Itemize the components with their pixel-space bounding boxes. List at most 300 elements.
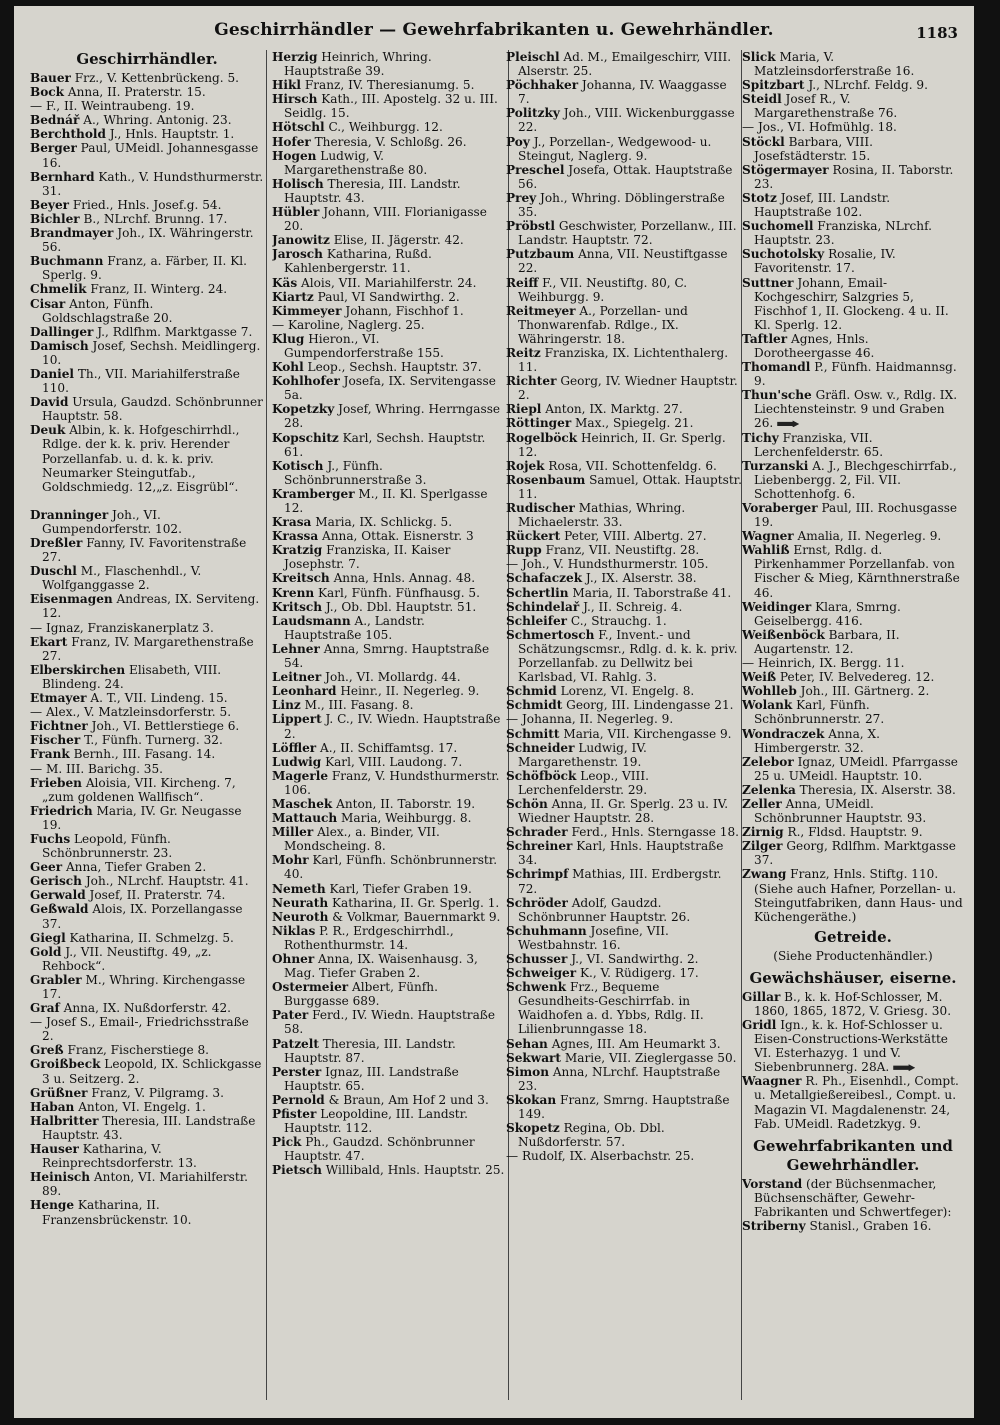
directory-entry: Bichler B., NLrchf. Brunng. 17.: [30, 211, 228, 226]
entry-name: Schön: [506, 796, 548, 811]
directory-entry: Kramberger M., II. Kl. Sperlgasse 12.: [272, 486, 488, 515]
entry-name: Schöfböck: [506, 768, 577, 783]
entry-name: Bock: [30, 85, 65, 100]
entry-name: Suchomell: [742, 219, 814, 234]
entry-name: Kotisch: [272, 458, 324, 473]
entry-name: Grüßner: [30, 1085, 88, 1100]
entry-name: Perster: [272, 1064, 322, 1079]
entry-name: Stotz: [742, 190, 777, 205]
entry-name: Ludwig: [272, 754, 322, 769]
entry-name: Schuhmann: [506, 923, 587, 938]
directory-entry: Linz M., III. Fasang. 8.: [272, 698, 414, 713]
directory-entry: Wagner Amalia, II. Negerleg. 9.: [742, 529, 942, 544]
directory-entry: Wohlleb Joh., III. Gärtnerg. 2.: [742, 684, 930, 699]
entry-name: Bednář: [30, 113, 80, 128]
directory-entry: Kreitsch Anna, Hnls. Annag. 48.: [272, 571, 476, 586]
entry-name: Schreiner: [506, 839, 573, 854]
directory-entry: Schreiner Karl, Hnls. Hauptstraße 34.: [506, 839, 724, 868]
entry-name: Holisch: [272, 176, 324, 191]
entry-name: Leonhard: [272, 684, 337, 699]
entry-list: [742, 431, 964, 924]
entry-list: [30, 71, 264, 1227]
directory-entry: Rudischer Mathias, Whring. Michaelerstr. 33.: [506, 501, 686, 530]
entry-name: Brandmayer: [30, 226, 114, 241]
directory-entry: Krassa Anna, Ottak. Eisnerstr. 3: [272, 529, 474, 544]
directory-entry: Weidinger Klara, Smrng. Geiselbergg. 416.: [742, 599, 901, 628]
directory-entry: Steidl Josef R., V. Margarethenstraße 76.: [742, 92, 898, 121]
entry-name: Schrader: [506, 825, 568, 840]
directory-entry: Schmid Lorenz, VI. Engelg. 8.: [506, 684, 695, 699]
entry-name: Schneider: [506, 740, 575, 755]
entry-name: Chmelik: [30, 282, 87, 297]
entry-name: Gerisch: [30, 874, 82, 889]
directory-entry: Hötschl C., Weihburgg. 12.: [272, 120, 443, 135]
directory-entry: Kritsch J., Ob. Dbl. Hauptstr. 51.: [272, 599, 477, 614]
entry-name: Damisch: [30, 338, 89, 353]
directory-entry: Löffler A., II. Schiffamtsg. 17.: [272, 740, 458, 755]
entry-name: Eisenmagen: [30, 592, 113, 607]
entry-name: Voraberger: [742, 501, 818, 515]
entry-list: [742, 1177, 964, 1233]
entry-name: Geer: [30, 860, 63, 875]
entry-name: Etmayer: [30, 691, 87, 706]
entry-name: Schertlin: [506, 585, 569, 600]
entry-name: Herzig: [272, 50, 318, 64]
directory-entry: Stotz Josef, III. Landstr. Hauptstraße 102.: [742, 190, 891, 220]
entry-name: Kopschitz: [272, 430, 339, 445]
directory-entry: Hübler Johann, VIII. Florianigasse 20.: [272, 205, 487, 234]
entry-name: Giegl: [30, 930, 66, 945]
entry-name: Neurath: [272, 895, 329, 910]
entry-name: Frank: [30, 747, 70, 762]
entry-name: Friedrich: [30, 803, 93, 818]
directory-entry: Miller Alex., a. Binder, VII. Mondscheing. 8.: [272, 825, 440, 854]
entry-name: Zirnig: [742, 825, 784, 840]
entry-list: [742, 50, 964, 431]
directory-entry: Putzbaum Anna, VII. Neustiftgasse 22.: [506, 247, 728, 276]
entry-name: Richter: [506, 374, 557, 389]
directory-entry: Hikl Franz, IV. Theresianumg. 5.: [272, 78, 475, 93]
page-number: 1183: [916, 24, 958, 42]
directory-entry: Friedrich Maria, IV. Gr. Neugasse 19.: [30, 803, 242, 832]
directory-entry: Skopetz Regina, Ob. Dbl. Nußdorferstr. 57.: [506, 1121, 665, 1150]
entry-name: Wagner: [742, 529, 794, 544]
pointing-hand-icon: [893, 1064, 915, 1071]
entry-name: Skokan: [506, 1092, 557, 1107]
directory-entry: Perster Ignaz, III. Landstraße Hauptstr. 65.: [272, 1064, 459, 1093]
entry-name: Waagner: [742, 1074, 802, 1089]
directory-entry: Zelenka Theresia, IX. Alserstr. 38.: [742, 782, 956, 797]
entry-name: Cisar: [30, 296, 66, 311]
directory-entry: Skokan Franz, Smrng. Hauptstraße 149.: [506, 1092, 730, 1122]
directory-entry: Holisch Theresia, III. Landstr. Hauptstr. 43.: [272, 176, 461, 205]
entry-name: Greß: [30, 1043, 64, 1058]
directory-entry: Gillar B., k. k. Hof-Schlosser, M. 1860, 1865, 1872, V. Griesg. 30.: [742, 989, 952, 1018]
entry-name: Schmidt: [506, 698, 563, 713]
directory-entry: Rückert Peter, VIII. Albertg. 27.: [506, 529, 707, 544]
entry-name: Klug: [272, 331, 305, 346]
entry-name: Zilger: [742, 839, 783, 854]
entry-name: Neuroth: [272, 909, 329, 924]
entry-name: Kratzig: [272, 543, 323, 558]
entry-name: Ohner: [272, 952, 315, 966]
directory-entry: Lippert J. C., IV. Wiedn. Hauptstraße 2.: [272, 712, 501, 741]
directory-entry: Röttinger Max., Spiegelg. 21.: [506, 416, 694, 431]
directory-entry: Sehan Agnes, III. Am Heumarkt 3.: [506, 1036, 721, 1051]
section-heading-getreide: Getreide.: [814, 927, 892, 946]
entry-name: Magerle: [272, 768, 329, 783]
entry-name: Kopetzky: [272, 402, 335, 417]
entry-name: Zeller: [742, 796, 782, 811]
directory-entry: Herzig Heinrich, Whring. Hauptstraße 39.: [272, 50, 432, 79]
directory-entry: Hirsch Kath., III. Apostelg. 32 u. III. Seidlg. 15.: [272, 92, 498, 121]
page-header: [14, 16, 974, 50]
directory-entry: Turzanski A. J., Blechgeschirrfab., Liebenbergg. 2, Fil. VII. Schottenhofg. 6.: [742, 458, 957, 501]
entry-name: Schrimpf: [506, 867, 569, 882]
pointing-hand-icon: [777, 420, 799, 427]
directory-entry: Striberny Stanisl., Graben 16.: [742, 1219, 932, 1234]
entry-name: Groißbeck: [30, 1057, 101, 1072]
directory-entry: Suchomell Franziska, NLrchf. Hauptstr. 23.: [742, 219, 932, 248]
entry-name: Gridl: [742, 1018, 777, 1032]
directory-entry: Laudsmann A., Landstr. Hauptstraße 105.: [272, 613, 425, 642]
directory-entry: — F., II. Weintraubeng. 19.: [30, 99, 195, 114]
directory-entry: Schusser J., VI. Sandwirthg. 2.: [506, 952, 699, 966]
entry-name: Slick: [742, 50, 776, 64]
directory-entry: Berchthold J., Hnls. Hauptstr. 1.: [30, 127, 235, 142]
directory-entry: — Jos., VI. Hofmühlg. 18.: [742, 120, 897, 135]
entry-name: Hübler: [272, 205, 320, 220]
directory-entry: Leitner Joh., VI. Mollardg. 44.: [272, 670, 461, 685]
directory-entry: Pietsch Willibald, Hnls. Hauptstr. 25.: [272, 1163, 505, 1178]
directory-entry: Weiß Peter, IV. Belvedereg. 12.: [742, 670, 935, 685]
directory-entry: Bauer Frz., V. Kettenbrückeng. 5.: [30, 71, 240, 85]
directory-entry: Zirnig R., Fldsd. Hauptstr. 9.: [742, 825, 923, 840]
directory-entry: Grabler M., Whring. Kirchengasse 17.: [30, 972, 246, 1001]
directory-entry: Preschel Josefa, Ottak. Hauptstraße 56.: [506, 162, 733, 191]
directory-entry: Reiff F., VII. Neustiftg. 80, C. Weihburgg. 9.: [506, 275, 688, 304]
directory-entry: Fuchs Leopold, Fünfh. Schönbrunnerstr. 23.: [30, 831, 173, 861]
directory-entry: Schmitt Maria, VII. Kirchengasse 9.: [506, 726, 732, 741]
entry-name: Prey: [506, 190, 537, 205]
section-heading-gewehrfabrikanten: Gewehrfabrikanten und Gewehrhändler.: [753, 1136, 953, 1174]
directory-entry: Zeller Anna, UMeidl. Schönbrunner Hauptstr. 93.: [742, 796, 927, 826]
directory-entry: — Alex., V. Matzleinsdorferstr. 5.: [30, 705, 232, 720]
directory-entry: Heinisch Anton, VI. Mariahilferstr. 89.: [30, 1170, 249, 1199]
directory-entry: Beyer Fried., Hnls. Josef.g. 54.: [30, 197, 222, 212]
directory-entry: Eisenmagen Andreas, IX. Serviteng. 12.: [30, 592, 260, 621]
directory-entry: Schmertosch F., Invent.- und Schätzungscmsr., Rdlg. d. k. k. priv. Porzellanfab. zu Dellwitz bei Karlsbad, VI. Rahlg. 3.: [506, 627, 738, 685]
directory-entry: Kohl Leop., Sechsh. Hauptstr. 37.: [272, 360, 482, 375]
entry-name: Pater: [272, 1008, 309, 1023]
directory-entry: Fischer T., Fünfh. Turnerg. 32.: [30, 733, 223, 748]
entry-name: Schusser: [506, 952, 568, 966]
entry-name: Suttner: [742, 275, 794, 290]
directory-entry: Ostermeier Albert, Fünfh. Burggasse 689.: [272, 980, 438, 1009]
entry-name: Gold: [30, 944, 62, 959]
directory-entry: Groißbeck Leopold, IX. Schlickgasse 3 u. Seitzerg. 2.: [30, 1057, 262, 1086]
directory-entry: Gold J., VII. Neustiftg. 49, „z. Rehbock“.: [30, 944, 212, 973]
entry-name: Deuk: [30, 423, 66, 438]
entry-name: Hötschl: [272, 120, 325, 135]
directory-entry: Kratzig Franziska, II. Kaiser Josephstr. 7.: [272, 543, 451, 572]
directory-entry: Pick Ph., Gaudzd. Schönbrunner Hauptstr. 47.: [272, 1135, 475, 1164]
entry-list: [742, 1074, 964, 1130]
directory-entry: Dranninger Joh., VI. Gumpendorferstr. 102.: [30, 507, 182, 536]
directory-entry: Gridl Ign., k. k. Hof-Schlosser u. Eisen-Constructions-Werkstätte VI. Esterhazyg. 1 und V. Siebenbrunnerg. 28A.: [742, 1018, 948, 1075]
entry-name: Frieben: [30, 775, 82, 790]
entry-name: Reiff: [506, 275, 539, 290]
entry-name: Spitzbart: [742, 78, 805, 93]
entry-name: Putzbaum: [506, 247, 575, 262]
directory-entry: Voraberger Paul, III. Rochusgasse 19.: [742, 501, 958, 530]
entry-name: Bichler: [30, 211, 80, 226]
directory-entry: Schwenk Frz., Bequeme Gesundheits-Geschirrfab. in Waidhofen a. d. Ybbs, Rdlg. II. Lilienbrunngasse 18.: [506, 980, 704, 1037]
entry-list: [742, 990, 964, 1075]
directory-entry: Pröbstl Geschwister, Porzellanw., III. Landstr. Hauptstr. 72.: [506, 219, 737, 248]
entry-name: Rosenbaum: [506, 472, 586, 487]
directory-entry: — Karoline, Naglerg. 25.: [272, 317, 425, 332]
running-head: Geschirrhändler — Gewehrfabrikanten u. Gewehrhändler.: [214, 20, 774, 40]
entry-name: Janowitz: [272, 233, 330, 248]
directory-entry: Elberskirchen Elisabeth, VIII. Blindeng. 24.: [30, 662, 222, 691]
section-heading-gewaechshaeuser: Gewächshäuser, eiserne.: [749, 968, 957, 987]
entry-name: Rückert: [506, 529, 561, 544]
entry-name: Nemeth: [272, 881, 326, 896]
directory-entry: Rupp Franz, VII. Neustiftg. 28.: [506, 543, 700, 558]
directory-entry: Neuroth & Volkmar, Bauernmarkt 9.: [272, 909, 501, 924]
entry-name: Krasa: [272, 515, 312, 530]
directory-entry: Pernold & Braun, Am Hof 2 und 3.: [272, 1092, 489, 1107]
entry-name: Schwenk: [506, 980, 567, 995]
entry-name: Hauser: [30, 1142, 79, 1157]
directory-entry: Mohr Karl, Fünfh. Schönbrunnerstr. 40.: [272, 853, 498, 882]
directory-entry: Frank Bernh., III. Fasang. 14.: [30, 747, 216, 762]
entry-name: Krassa: [272, 529, 319, 544]
directory-entry: Schweiger K., V. Rüdigerg. 17.: [506, 966, 699, 981]
directory-entry: Fichtner Joh., VI. Bettlerstiege 6.: [30, 719, 240, 734]
directory-entry: Waagner R. Ph., Eisenhdl., Compt. u. Metallgießereibesl., Compt. u. Magazin VI. Magdalenenstr. 24, Fab. UMeidl. Radetzkyg. 9.: [742, 1074, 959, 1131]
entry-name: Hogen: [272, 148, 317, 163]
entry-name: Zelebor: [742, 754, 794, 769]
entry-name: Tichy: [742, 430, 779, 445]
entry-name: Krenn: [272, 585, 315, 600]
directory-entry: Pfister Leopoldine, III. Landstr. Hauptstr. 112.: [272, 1107, 468, 1136]
entry-gap: [30, 494, 264, 508]
entry-name: Berchthold: [30, 127, 106, 142]
directory-entry: Ohner Anna, IX. Waisenhausg. 3, Mag. Tiefer Graben 2.: [272, 952, 478, 981]
entry-name: Buchmann: [30, 254, 104, 269]
directory-entry: Suttner Johann, Email-Kochgeschirr, Salzgries 5, Fischhof 1, II. Glockeng. 4 u. II. Kl. Sperlg. 12.: [742, 275, 949, 332]
directory-entry: Wahliß Ernst, Rdlg. d. Pirkenhammer Porzellanfab. von Fischer & Mieg, Kärnthnerstraße 46.: [742, 543, 960, 600]
entry-name: Weiß: [742, 670, 777, 685]
directory-entry: Schön Anna, II. Gr. Sperlg. 23 u. IV. Wiedner Hauptstr. 28.: [506, 796, 729, 826]
directory-entry: Tichy Franziska, VII. Lerchenfelderstr. 65.: [742, 430, 884, 459]
directory-entry: Reitz Franziska, IX. Lichtenthalerg. 11.: [506, 345, 729, 375]
entry-name: Gerwald: [30, 888, 86, 903]
directory-entry: Geer Anna, Tiefer Graben 2.: [30, 860, 207, 875]
entry-name: Kritsch: [272, 599, 323, 614]
directory-entry: Deuk Albin, k. k. Hofgeschirrhdl., Rdlge. der k. k. priv. Herender Porzellanfab. u. d. k. k. priv. Neumarker Steingutfab., Goldschmiedg. 12,„z. Eisgrübl“.: [30, 423, 240, 494]
directory-entry: Bock Anna, II. Praterstr. 15.: [30, 85, 206, 100]
entry-name: Lippert: [272, 712, 322, 727]
directory-entry: Halbritter Theresia, III. Landstraße Hauptstr. 43.: [30, 1113, 256, 1142]
directory-entry: Hogen Ludwig, V. Margarethenstraße 80.: [272, 148, 428, 177]
entry-name: Henge: [30, 1198, 75, 1213]
entry-name: Fichtner: [30, 719, 88, 734]
directory-entry: — Ignaz, Franziskanerplatz 3.: [30, 620, 214, 635]
directory-entry: Mattauch Maria, Weihburgg. 8.: [272, 811, 472, 826]
directory-entry: — Rudolf, IX. Alserbachstr. 25.: [506, 1149, 695, 1164]
directory-entry: Maschek Anton, II. Taborstr. 19.: [272, 796, 476, 811]
entry-name: Skopetz: [506, 1121, 560, 1136]
entry-name: Striberny: [742, 1219, 806, 1234]
entry-name: Leitner: [272, 670, 322, 685]
entry-name: Lehner: [272, 641, 320, 656]
directory-entry: Schuhmann Josefine, VII. Westbahnstr. 16.: [506, 923, 669, 952]
directory-entry: Kotisch J., Fünfh. Schönbrunnerstraße 3.: [272, 458, 427, 487]
entry-name: Schröder: [506, 895, 568, 910]
directory-entry: Sekwart Marie, VII. Zieglergasse 50.: [506, 1050, 737, 1065]
directory-entry: Niklas P. R., Erdgeschirrhdl., Rothenthurmstr. 14.: [272, 923, 454, 952]
entry-name: Steidl: [742, 92, 782, 107]
entry-name: Stögermayer: [742, 162, 829, 177]
entry-name: Wolank: [742, 698, 793, 713]
directory-entry: Giegl Katharina, II. Schmelzg. 5.: [30, 930, 234, 945]
directory-entry: Zelebor Ignaz, UMeidl. Pfarrgasse 25 u. UMeidl. Hauptstr. 10.: [742, 754, 958, 783]
directory-entry: Rosenbaum Samuel, Ottak. Hauptstr. 11.: [506, 472, 742, 501]
entry-name: Vorstand: [742, 1176, 803, 1191]
directory-entry: Spitzbart J., NLrchf. Feldg. 9.: [742, 78, 928, 93]
entry-name: Linz: [272, 698, 301, 713]
directory-entry: Geßwald Alois, IX. Porzellangasse 37.: [30, 902, 243, 931]
entry-name: Daniel: [30, 366, 74, 381]
directory-entry: Dallinger J., Rdlfhm. Marktgasse 7.: [30, 324, 253, 339]
entry-name: Fuchs: [30, 831, 71, 846]
entry-name: Poy: [506, 134, 530, 149]
entry-name: Mohr: [272, 853, 309, 868]
entry-name: Rudischer: [506, 501, 575, 515]
directory-entry: Rogelböck Heinrich, II. Gr. Sperlg. 12.: [506, 430, 726, 459]
entry-name: Schleifer: [506, 613, 568, 628]
entry-name: Bauer: [30, 71, 71, 85]
entry-name: Ekart: [30, 634, 68, 649]
entry-name: Zelenka: [742, 782, 796, 797]
entry-name: Pfister: [272, 1107, 317, 1122]
directory-entry: Schindelař J., II. Schreig. 4.: [506, 599, 683, 614]
entry-name: Reitmeyer: [506, 303, 576, 318]
directory-entry: Vorstand (der Büchsenmacher, Büchsenschäfter, Gewehr-Fabrikanten und Schwertfeger):: [742, 1176, 952, 1219]
directory-entry: Pöchhaker Johanna, IV. Waaggasse 7.: [506, 78, 727, 107]
entry-name: Kramberger: [272, 486, 355, 501]
entry-name: Sekwart: [506, 1050, 562, 1065]
entry-name: Heinisch: [30, 1170, 91, 1185]
directory-entry: Bednář A., Whring. Antonig. 23.: [30, 113, 232, 128]
entry-name: Kimmeyer: [272, 303, 342, 318]
entry-name: Miller: [272, 825, 314, 840]
directory-entry: Slick Maria, V. Matzleinsdorferstraße 16.: [742, 50, 915, 79]
entry-name: Patzelt: [272, 1036, 319, 1051]
entry-name: Wondraczek: [742, 726, 825, 741]
directory-entry: Cisar Anton, Fünfh. Goldschlagstraße 20.: [30, 296, 173, 325]
entry-name: Schindelař: [506, 599, 580, 614]
entry-name: Taftler: [742, 331, 788, 346]
directory-entry: Schmidt Georg, III. Lindengasse 21.: [506, 698, 734, 713]
directory-entry: Thomandl P., Fünfh. Haidmannsg. 9.: [742, 360, 957, 389]
entry-name: Politzky: [506, 106, 560, 121]
entry-name: Kiartz: [272, 289, 314, 304]
directory-entry: Buchmann Franz, a. Färber, II. Kl. Sperlg. 9.: [30, 254, 247, 283]
directory-entry: Hauser Katharina, V. Reinprechtsdorferstr. 13.: [30, 1142, 197, 1171]
entry-name: Hofer: [272, 134, 311, 149]
entry-name: Käs: [272, 275, 298, 290]
entry-name: Pick: [272, 1135, 302, 1150]
entry-name: Graf: [30, 1001, 60, 1016]
column-4: [742, 50, 964, 1410]
entry-name: Schmitt: [506, 726, 560, 741]
section-heading-geschirrhaendler: Geschirrhändler.: [76, 50, 218, 68]
directory-entry: Thun'sche Gräfl. Osw. v., Rdlg. IX. Liechtensteinstr. 9 und Graben 26.: [742, 388, 958, 431]
entry-name: Dreßler: [30, 536, 83, 550]
directory-entry: Neurath Katharina, II. Gr. Sperlg. 1.: [272, 895, 500, 910]
directory-entry: Graf Anna, IX. Nußdorferstr. 42.: [30, 1001, 231, 1016]
directory-entry: Riepl Anton, IX. Marktg. 27.: [506, 402, 683, 417]
directory-entry: Wondraczek Anna, X. Himbergerstr. 32.: [742, 726, 880, 755]
directory-entry: Duschl M., Flaschenhdl., V. Wolfganggasse 2.: [30, 564, 202, 593]
directory-entry: David Ursula, Gaudzd. Schönbrunner Hauptstr. 58.: [30, 395, 263, 424]
directory-entry: Zilger Georg, Rdlfhm. Marktgasse 37.: [742, 839, 956, 868]
directory-entry: Krenn Karl, Fünfh. Fünfhausg. 5.: [272, 585, 480, 600]
directory-entry: Schöfböck Leop., VIII. Lerchenfelderstr. 29.: [506, 768, 649, 797]
directory-entry: Chmelik Franz, II. Winterg. 24.: [30, 282, 228, 297]
directory-entry: Gerwald Josef, II. Praterstr. 74.: [30, 888, 226, 903]
directory-entry: Kiartz Paul, VI Sandwirthg. 2.: [272, 289, 460, 304]
directory-entry: Ekart Franz, IV. Margarethenstraße 27.: [30, 634, 254, 663]
directory-entry: Kopetzky Josef, Whring. Herrngasse 28.: [272, 402, 501, 431]
entry-name: Schweiger: [506, 966, 577, 981]
directory-entry: Richter Georg, IV. Wiedner Hauptstr. 2.: [506, 374, 738, 403]
entry-name: Geßwald: [30, 902, 89, 917]
directory-entry: — Heinrich, IX. Bergg. 11.: [742, 656, 905, 671]
entry-name: Rojek: [506, 458, 545, 473]
entry-name: Ostermeier: [272, 980, 349, 995]
entry-name: Dranninger: [30, 507, 109, 522]
column-2: [272, 50, 506, 1410]
directory-entry: Schleifer C., Strauchg. 1.: [506, 613, 667, 628]
directory-entry: Stögermayer Rosina, II. Taborstr. 23.: [742, 162, 954, 191]
directory-entry: Hofer Theresia, V. Schloßg. 26.: [272, 134, 467, 149]
directory-entry: Taftler Agnes, Hnls. Dorotheergasse 46.: [742, 331, 875, 360]
entry-name: Pröbstl: [506, 219, 555, 234]
entry-name: Weidinger: [742, 599, 812, 614]
entry-name: Bernhard: [30, 169, 95, 184]
entry-name: Simon: [506, 1064, 549, 1079]
directory-entry: — Josef S., Email-, Friedrichsstraße 2.: [30, 1015, 249, 1044]
directory-entry: Schertlin Maria, II. Taborstraße 41.: [506, 585, 732, 600]
entry-name: Stöckl: [742, 134, 785, 149]
directory-entry: Reitmeyer A., Porzellan- und Thonwarenfab. Rdlge., IX. Währingerstr. 18.: [506, 303, 688, 346]
directory-entry: Schrader Ferd., Hnls. Sterngasse 18.: [506, 825, 739, 840]
directory-entry: Haban Anton, VI. Engelg. 1.: [30, 1099, 206, 1114]
directory-entry: Damisch Josef, Sechsh. Meidlingerg. 10.: [30, 338, 261, 367]
directory-entry: Berger Paul, UMeidl. Johannesgasse 16.: [30, 141, 259, 170]
entry-name: Pietsch: [272, 1163, 322, 1178]
directory-entry: Henge Katharina, II. Franzensbrückenstr. 10.: [30, 1198, 192, 1227]
directory-entry: Wolank Karl, Fünfh. Schönbrunnerstr. 27.: [742, 698, 885, 727]
entry-name: Thomandl: [742, 360, 811, 375]
directory-entry: Politzky Joh., VIII. Wickenburggasse 22.: [506, 106, 735, 135]
directory-entry: Nemeth Karl, Tiefer Graben 19.: [272, 881, 472, 896]
